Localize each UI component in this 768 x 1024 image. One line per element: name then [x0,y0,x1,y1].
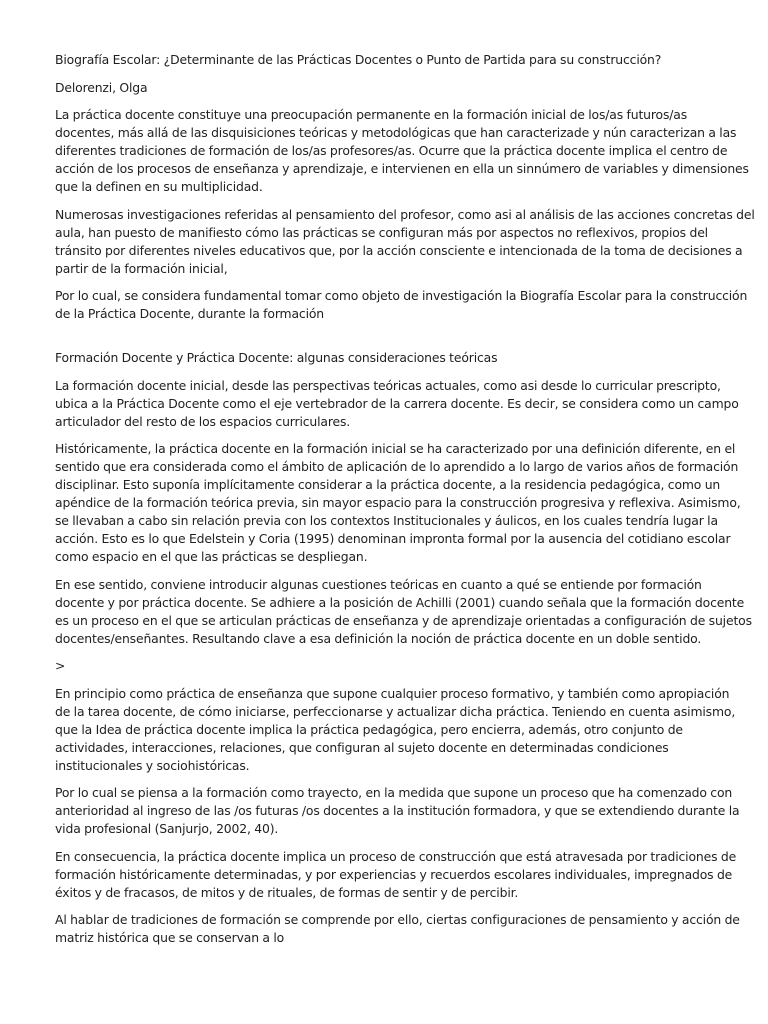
text-line: En principio como práctica de enseñanza que supone cualquier proceso formativo, y también como apropiación [55,685,730,701]
text-line: se llevaban a cabo sin relación previa con los contextos Institucionales y áulicos, en los cuales tendría lugar la [55,513,718,528]
author-name: Delorenzi, Olga [55,79,148,95]
text-line: diferentes tradiciones de formación de los/as profesores/as. Ocurre que la práctica docente implica el centro de [55,143,728,158]
text-line: acción de los procesos de enseñanza y aprendizaje, e intervienen en ella un sinnúmero de variables y dimensiones [55,161,749,176]
title-line: Biografía Escolar: ¿Determinante de las Prácticas Docentes o Punto de Partida para su construcción? [55,52,662,67]
text-line: Numerosas investigaciones referidas al pensamiento del profesor, como asi al análisis de las acciones concretas del [55,206,755,222]
text-line: docentes/enseñantes. Resultando clave a esa definición la noción de práctica docente en un doble sentido. [55,630,702,646]
text-line: En ese sentido, conviene introducir algunas cuestiones teóricas en cuanto a qué se entiende por formación [55,576,702,592]
text-line: aula, han puesto de manifiesto cómo las prácticas se configuran más por aspectos no reflexivos, propios del [55,224,708,240]
text-line: La formación docente inicial, desde las perspectivas teóricas actuales, como asi desde lo curricular prescripto, [55,377,721,393]
paragraph-6 [55,576,752,648]
text-line: es un proceso en el que se articulan prácticas de enseñanza y de aprendizaje orientadas a configuración de sujetos [55,612,752,628]
text-line: docentes, más allá de las disquisiciones teóricas y metodológicas que han caracterizade y nún caracterizan a las [55,125,737,140]
text-line: institucionales y sociohistóricas. [55,757,250,773]
text-line: como espacio en el que las prácticas se despliegan. [55,549,368,564]
text-line: ubica a la Práctica Docente como el eje vertebrador de la carrera docente. Es decir, se considera como un campo [55,395,739,411]
marker-line [55,657,718,675]
text-line: Por lo cual se piensa a la formación como trayecto, en la medida que supone un proceso que ha comenzado con [55,785,733,800]
paragraph-2 [55,206,755,278]
text-line: acción. Esto es lo que Edelstein y Coria (1995) denominan impronta formal por la ausencia del cotidiano escolar [55,531,731,546]
text-line: que la Idea de práctica docente implica la práctica pedagógica, pero encierra, además, otro conjunto de [55,721,683,737]
text-line: vida profesional (Sanjurjo, 2002, 40). [55,821,279,836]
text-line: éxitos y de fracasos, de mitos y de rituales, de formas de sentir y de percibir. [55,884,519,900]
text-line: apéndice de la formación teórica previa, sin mayor espacio para la construcción progresiva y reflexiva. Asimismo, [55,495,741,510]
text-line: La práctica docente constituye una preocupación permanente en la formación inicial de los/as futuros/as [55,107,688,122]
text-line: de la Práctica Docente, durante la formación [55,306,324,321]
text-line: matriz histórica que se conservan a lo [55,930,285,945]
text-line: partir de la formación inicial, [55,260,228,276]
text-line: articulador del resto de los espacios curriculares. [55,413,351,429]
section-heading-text: Formación Docente y Práctica Docente: algunas consideraciones teóricas [55,350,498,365]
section-heading [55,349,718,367]
text-line: disciplinar. Esto suponía implícitamente considerar a la práctica docente, a la residencia pedagógica, como un [55,477,721,492]
author-line [55,79,718,97]
text-line: tránsito por diferentes niveles educativos que, por la acción consciente e intencionada de la toma de decisiones a [55,242,743,258]
text-line: de la tarea docente, de cómo iniciarse, perfeccionarse y actualizar dicha práctica. Teniendo en cuenta asimismo, [55,703,736,719]
text-line: En consecuencia, la práctica docente implica un proceso de construcción que está atravesada por tradiciones de [55,848,737,864]
marker-text: > [55,658,66,673]
text-line: actividades, interacciones, relaciones, que configuran al sujeto docente en determinadas condiciones [55,739,669,755]
text-line: sentido que era considerada como el ámbito de aplicación de lo aprendido a lo largo de varios años de formación [55,459,739,474]
text-line: Al hablar de tradiciones de formación se comprende por ello, ciertas configuraciones de pensamiento y acción de [55,912,740,927]
paragraph-9 [55,848,737,902]
paragraph-3 [55,287,748,323]
text-line: docente y por práctica docente. Se adhiere a la posición de Achilli (2001) cuando señala que la formación docente [55,594,745,610]
text-line: anterioridad al ingreso de las /os futuras /os docentes a la institución formadora, y que se extendiendo durante la [55,803,740,818]
document-title [55,51,718,69]
text-line: Históricamente, la práctica docente en la formación inicial se ha caracterizado por una definición diferente, en el [55,441,736,456]
text-line: Por lo cual, se considera fundamental tomar como objeto de investigación la Biografía Escolar para la construcción [55,288,748,303]
text-line: formación históricamente determinadas, y por experiencias y recuerdos escolares individuales, impregnados de [55,866,733,882]
paragraph-5 [55,440,741,566]
paragraph-1 [55,106,749,196]
paragraph-10 [55,911,740,947]
paragraph-4 [55,377,739,431]
paragraph-8 [55,784,740,838]
text-line: que la definen en su multiplicidad. [55,179,263,194]
paragraph-7 [55,685,736,775]
